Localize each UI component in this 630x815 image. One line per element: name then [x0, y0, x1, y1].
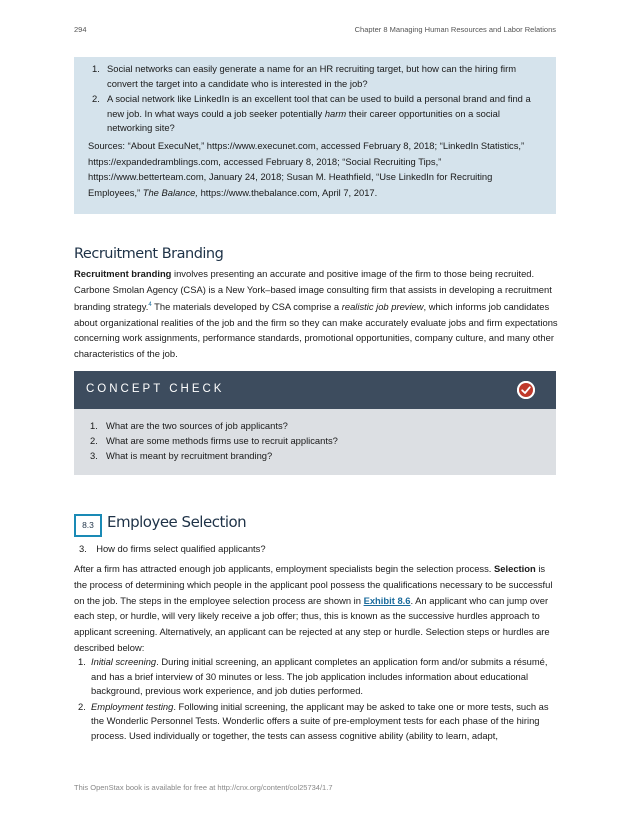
section-title-recruitment-branding: Recruitment Branding — [74, 246, 224, 262]
concept-check-label: CONCEPT CHECK — [86, 383, 225, 395]
section-title-employee-selection: Employee Selection — [107, 513, 247, 531]
feature-box — [74, 57, 556, 214]
checkmark-icon — [517, 381, 535, 399]
list-item: 2. A social network like LinkedIn is an excellent tool that can be used to build a personal brand and find a new job. In what ways could a job seeker potentially harm their career opportunities on a social networking site? — [92, 93, 531, 133]
list-item: 1. Initial screening. During initial screening, an applicant completes an application form and/or submits a résumé, and has a brief interview of 30 minutes or less. The job application includes information about educational background, previous work experience, and job duties performed. — [78, 656, 548, 697]
learning-objective: 3. How do firms select qualified applicants? — [79, 543, 266, 554]
key-term: Selection — [494, 563, 536, 574]
list-item: 2. Employment testing. Following initial screening, the applicant may be asked to take one or more tests, such as the Wonderlic Personnel Tests. Wonderlic offers a suite of pre-employment tests for each phase of the hiring process. Used individually or together, the tests can assess cognitive ability (ability to learn, adapt, — [78, 700, 549, 741]
exhibit-link[interactable]: Exhibit 8.6 — [363, 594, 411, 606]
sources-text: Sources: “About ExecuNet,” https://www.execunet.com, accessed February 8, 2018; “LinkedIn Statistics,” https://expandedramblings.com, accessed February 8, 2018; “Social Recruiting Tips,” https://www.betterteam.com, January 24, 2018; Susan M. Heathfield, “Use LinkedIn for Recruiting Employees,” The Balance, https://www.thebalance.com, April 7, 2017. — [88, 140, 525, 198]
chapter-title: Chapter 8 Managing Human Resources and Labor Relations — [354, 25, 556, 34]
concept-check-body — [74, 409, 556, 475]
selection-paragraph: After a firm has attracted enough job applicants, employment specialists begin the selection process. Selection is the process of determining which people in the applicant pool possess the qualifications necessary to be successful on the job. The steps in the employee selection process are shown in Exhibit 8.6. An applicant who can jump over each step, or hurdle, will very likely receive a job offer; thus, this is known as the successive hurdles approach to applicant screening. Alternatively, an applicant can be rejected at any step or hurdle. Selection steps or hurdles are described below: — [74, 563, 553, 653]
recruitment-branding-paragraph: Recruitment branding involves presenting an accurate and positive image of the firm to those being recruited. Carbone Smolan Agency (CSA) is a New York–based image consulting firm that assists in developing a recruitment branding strategy.$^4$ The materials developed by CSA comprise a realistic job preview, which informs job candidates about organizational realities of the job and the firm so they can make accurately evaluate jobs and firm expectations concerning work assignments, performance standards, promotional opportunities, company culture, and many other characteristics of the job. — [74, 268, 558, 360]
section-number-badge: 8.3 — [74, 514, 102, 537]
footnote-link[interactable]: 4 — [148, 301, 152, 308]
list-item: 3. What is meant by recruitment branding? — [90, 450, 273, 461]
list-item: 1. Social networks can easily generate a name for an HR recruiting target, but how can the hiring firm convert the target into a candidate who is interested in the job? — [92, 63, 517, 89]
feature-questions — [74, 62, 556, 137]
key-term: Recruitment branding — [74, 268, 172, 279]
selection-steps — [74, 655, 558, 745]
page-number: 294 — [74, 25, 87, 34]
list-item: 2. What are some methods firms use to recruit applicants? — [90, 435, 338, 446]
concept-check-header — [74, 371, 556, 409]
list-item: 1. What are the two sources of job applicants? — [90, 420, 288, 431]
page-footer: This OpenStax book is available for free at http://cnx.org/content/col25734/1.7 — [74, 783, 333, 792]
